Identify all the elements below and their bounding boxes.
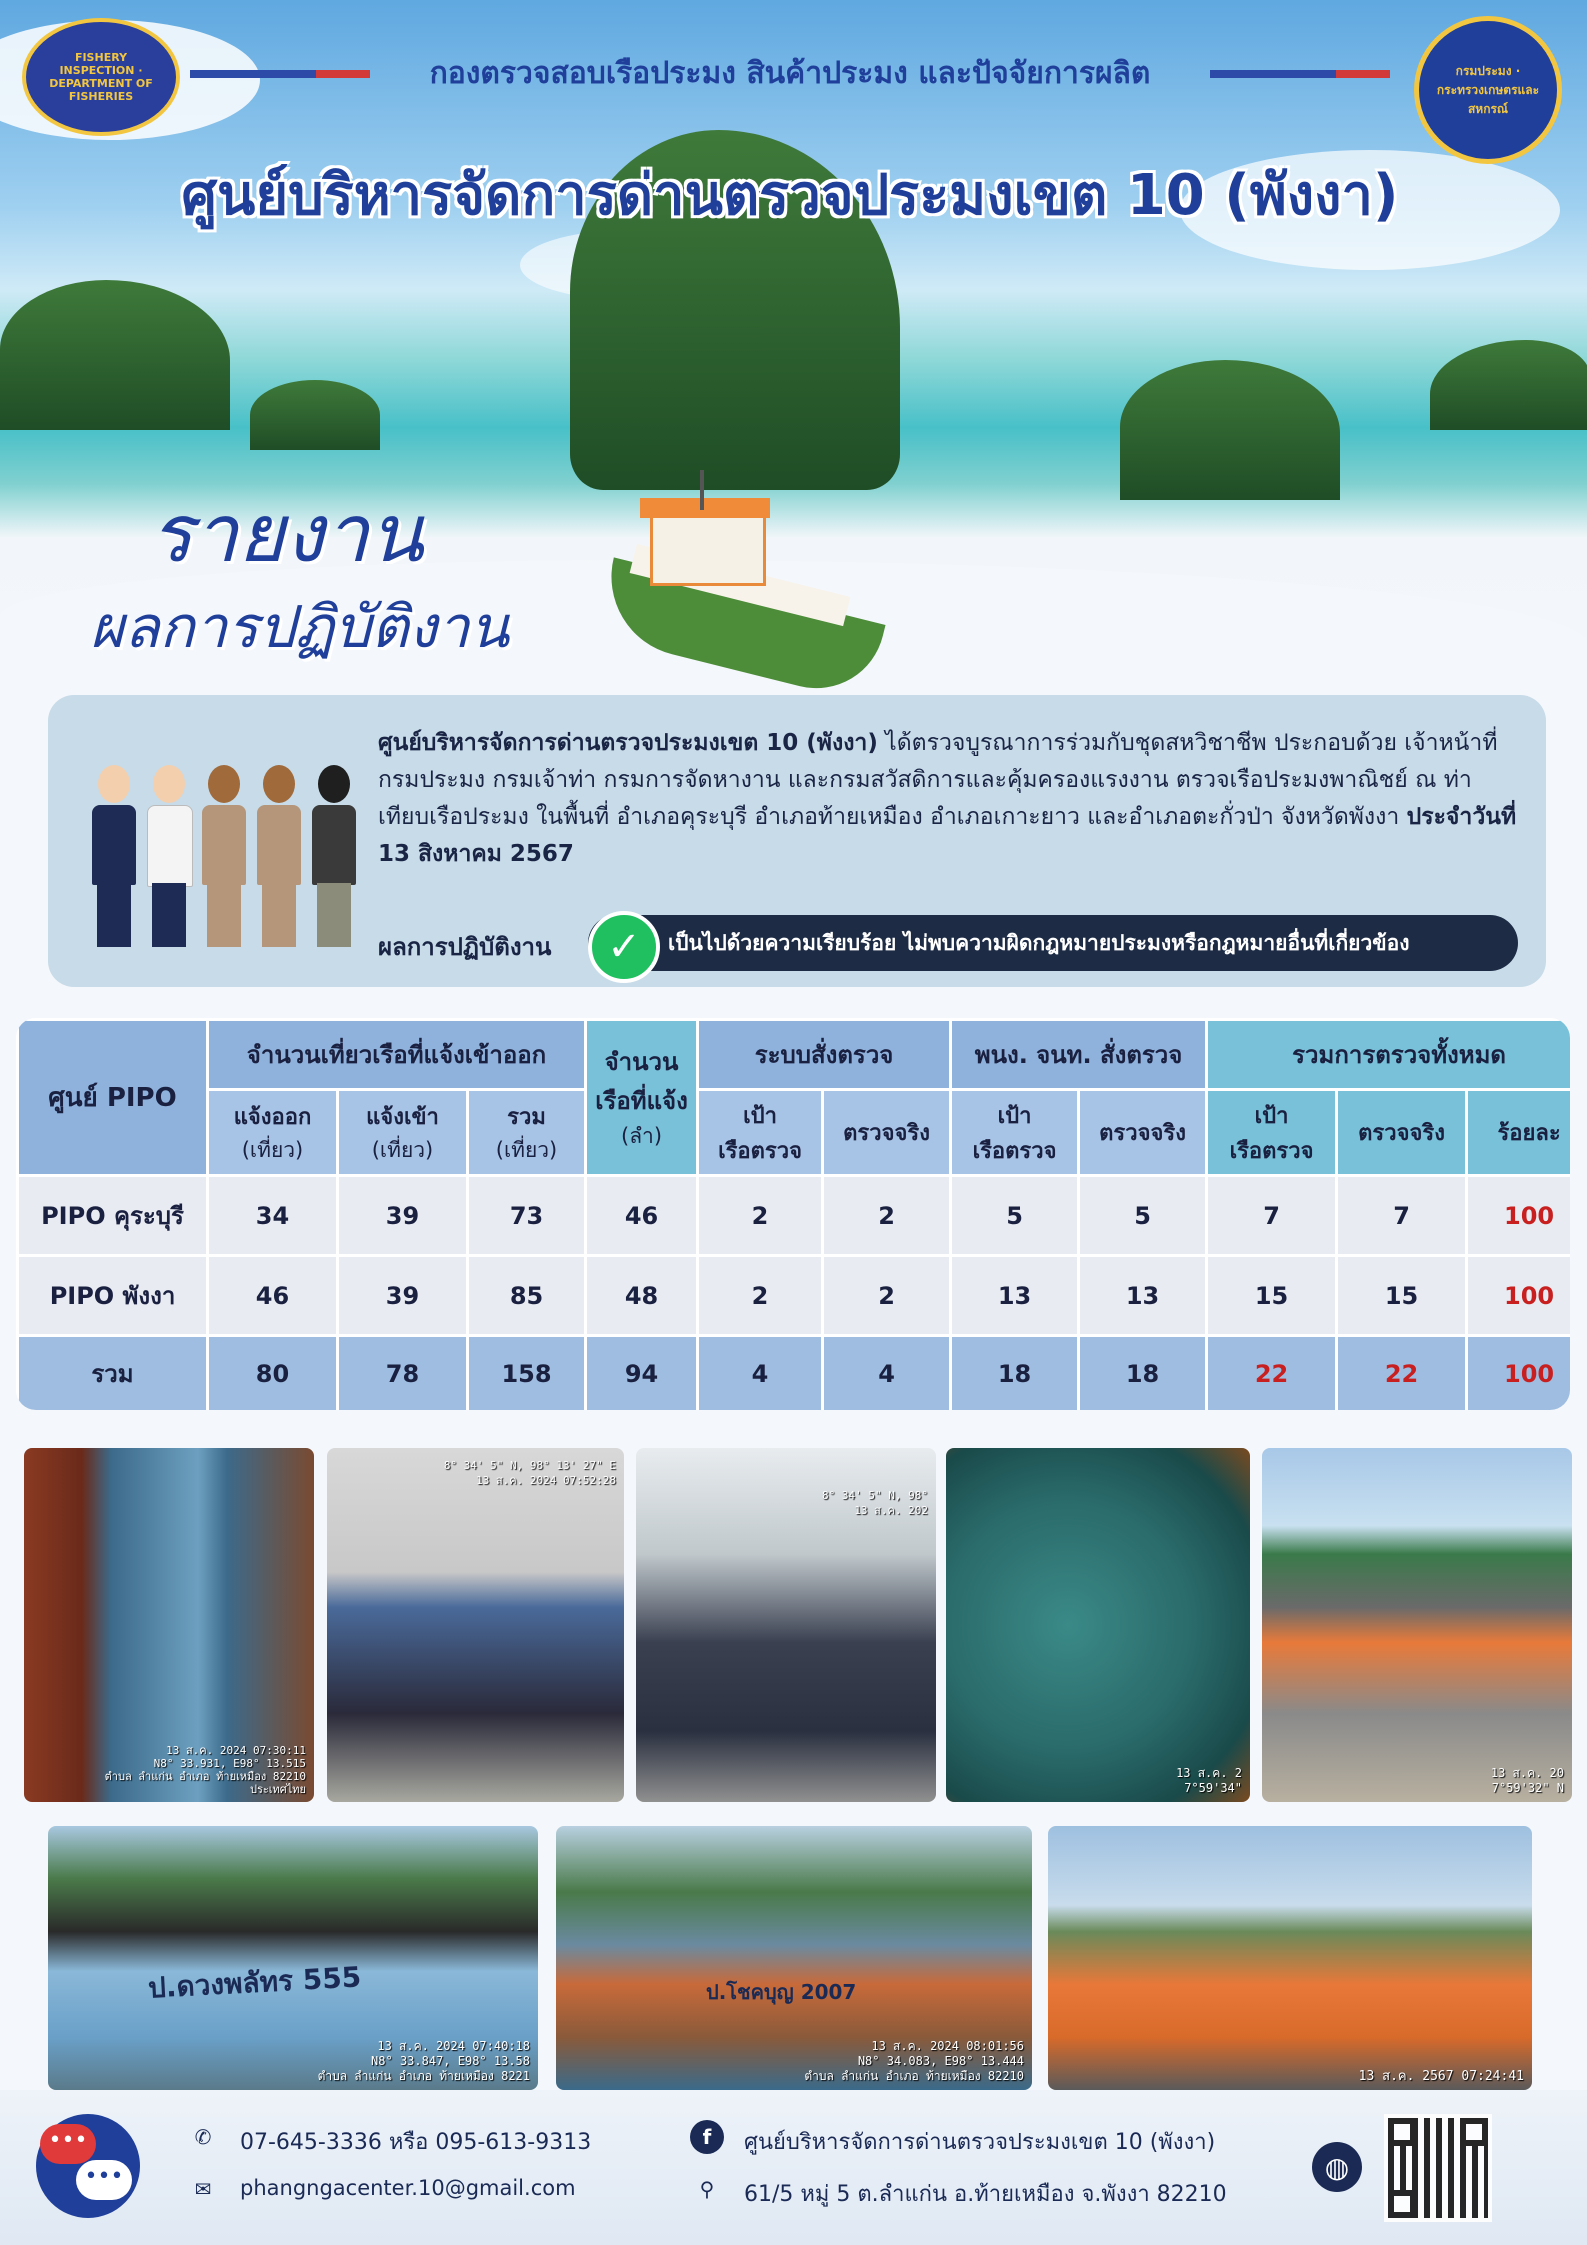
info-date: ประจำวันที่ 13 สิงหาคม 2567	[378, 804, 1517, 867]
header-off-target: เป้า เรือตรวจ	[951, 1090, 1079, 1176]
footer	[0, 2090, 1587, 2245]
total-sum: 158	[468, 1336, 586, 1411]
fishery-inspection-logo: FISHERY INSPECTION · DEPARTMENT OF FISHERIES	[22, 18, 180, 136]
header-tot-target: เป้า เรือตรวจ	[1207, 1090, 1337, 1176]
photo-timestamp: 13 ส.ค. 2024 07:40:18 N8° 33.847, E98° 13.58 ตำบล ลำแก่น อำเภอ ท้ายเหมือง 8221	[317, 2039, 530, 2083]
department-of-fisheries-seal: กรมประมง · กระทรวงเกษตรและสหกรณ์	[1414, 16, 1562, 164]
officers-illustration	[88, 705, 358, 975]
cell-tot-actual: 7	[1337, 1176, 1467, 1256]
fishing-boat-illustration	[590, 470, 890, 690]
total-tot-actual: 22	[1337, 1336, 1467, 1411]
table-row	[18, 1256, 1571, 1336]
cell-sys-target: 2	[698, 1176, 823, 1256]
header-total: รวมการตรวจทั้งหมด	[1207, 1020, 1570, 1090]
photo-timestamp: 13 ส.ค. 2567 07:24:41	[1358, 2069, 1524, 2084]
inspection-summary-table	[16, 1018, 1570, 1410]
total-percent: 100	[1467, 1336, 1570, 1411]
header-off-actual: ตรวจจริง	[1079, 1090, 1207, 1176]
island-left	[0, 280, 230, 430]
photo-fish-baskets	[24, 1448, 314, 1802]
info-panel	[48, 695, 1546, 987]
row-name: PIPO พังงา	[18, 1256, 208, 1336]
info-paragraph	[378, 725, 1518, 873]
cell-out: 34	[208, 1176, 338, 1256]
info-body: ได้ตรวจบูรณาการร่วมกับชุดสหวิชาชีพ ประกอบด้วย เจ้าหน้าที่กรมประมง กรมเจ้าท่า กรมการจัดหางาน และกรมสวัสดิการและคุ้มครองแรงงาน ตรวจเรือประมงพาณิชย์ ณ ท่าเทียบเรือประมง ในพื้นที่ อำเภอคุระบุรี อำเภอท้ายเหมือง อำเภอเกาะยาว และอำเภอตะกั่วป่า จังหวัดพังงา	[378, 730, 1498, 830]
photo-boat-2007	[556, 1826, 1032, 2090]
facebook-icon: f	[690, 2120, 724, 2154]
photo-document-check	[636, 1448, 936, 1802]
photo-crew-lineup	[1262, 1448, 1572, 1802]
header-out: แจ้งออก (เที่ยว)	[208, 1090, 338, 1176]
total-sys-target: 4	[698, 1336, 823, 1411]
cell-out: 46	[208, 1256, 338, 1336]
header-center: ศูนย์ PIPO	[18, 1020, 208, 1176]
header-percent: ร้อยละ	[1467, 1090, 1570, 1176]
total-boats: 94	[586, 1336, 698, 1411]
cell-boats: 48	[586, 1256, 698, 1336]
row-name: PIPO คุระบุรี	[18, 1176, 208, 1256]
footer-address: 61/5 หมู่ 5 ต.ลำแก่น อ.ท้ายเหมือง จ.พังงา 82210	[744, 2182, 1227, 2207]
footer-email: phangngacenter.10@gmail.com	[240, 2176, 576, 2200]
cell-in: 39	[338, 1176, 468, 1256]
result-text: เป็นไปด้วยความเรียบร้อย ไม่พบความผิดกฎหมายประมงหรือกฎหมายอื่นที่เกี่ยวข้อง	[668, 931, 1410, 955]
total-label: รวม	[18, 1336, 208, 1411]
photo-crew-life-jackets	[1048, 1826, 1532, 2090]
cell-sys-actual: 2	[823, 1176, 951, 1256]
info-lead: ศูนย์บริหารจัดการด่านตรวจประมงเขต 10 (พังงา)	[378, 730, 878, 756]
photo-officers-pier	[327, 1448, 624, 1802]
cell-sys-actual: 2	[823, 1256, 951, 1336]
header-system: ระบบสั่งตรวจ	[698, 1020, 951, 1090]
footer-phone: 07-645-3336 หรือ 095-613-9313	[240, 2130, 592, 2155]
chat-icon: ••• •••	[36, 2114, 140, 2218]
cell-sum: 73	[468, 1176, 586, 1256]
cell-tot-actual: 15	[1337, 1256, 1467, 1336]
header-sys-target: เป้า เรือตรวจ	[698, 1090, 823, 1176]
cell-off-target: 13	[951, 1256, 1079, 1336]
cell-tot-target: 7	[1207, 1176, 1337, 1256]
page-title: ศูนย์บริหารจัดการด่านตรวจประมงเขต 10 (พังงา)	[181, 163, 1399, 228]
header-trips: จำนวนเที่ยวเรือที่แจ้งเข้าออก	[208, 1020, 586, 1090]
report-subtitle: ผลการปฏิบัติงาน	[90, 593, 510, 661]
org-title: กองตรวจสอบเรือประมง สินค้าประมง และปัจจัยการผลิต	[429, 56, 1151, 91]
photo-fishing-nets	[946, 1448, 1250, 1802]
header-boats: จำนวน เรือที่แจ้ง (ลำ)	[586, 1020, 698, 1176]
photo-timestamp: 13 ส.ค. 2024 07:30:11 N8° 33.931, E98° 13.515 ตำบล ลำแก่น อำเภอ ท้ายเหมือง 82210 ประเทศไทย	[104, 1744, 306, 1796]
result-label: ผลการปฏิบัติงาน	[378, 933, 552, 961]
photo-timestamp: 8° 34' 5" N, 98° 13 ส.ค. 202	[822, 1489, 928, 1517]
cell-off-actual: 5	[1079, 1176, 1207, 1256]
cell-boats: 46	[586, 1176, 698, 1256]
photo-boat-555	[48, 1826, 538, 2090]
island-right	[1120, 360, 1340, 500]
footer-facebook: ศูนย์บริหารจัดการด่านตรวจประมงเขต 10 (พังงา)	[744, 2130, 1216, 2155]
header-tot-actual: ตรวจจริง	[1337, 1090, 1467, 1176]
table-row	[18, 1176, 1571, 1256]
total-off-actual: 18	[1079, 1336, 1207, 1411]
location-pin-icon: ⚲	[699, 2177, 715, 2201]
header-in: แจ้งเข้า (เที่ยว)	[338, 1090, 468, 1176]
globe-icon: ◍	[1312, 2142, 1362, 2192]
header-officer: พนง. จนท. สั่งตรวจ	[951, 1020, 1207, 1090]
cell-off-actual: 13	[1079, 1256, 1207, 1336]
photo-timestamp: 13 ส.ค. 20 7°59'32" N	[1490, 1766, 1564, 1795]
photo-timestamp: 13 ส.ค. 2 7°59'34"	[1176, 1766, 1242, 1795]
qr-code	[1384, 2114, 1492, 2222]
photo-timestamp: 8° 34' 5" N, 98° 13' 27" E 13 ส.ค. 2024 07:52:28	[443, 1459, 616, 1487]
cell-tot-target: 15	[1207, 1256, 1337, 1336]
cell-sum: 85	[468, 1256, 586, 1336]
report-title: รายงาน	[150, 487, 424, 580]
cell-percent: 100	[1467, 1176, 1570, 1256]
check-icon: ✓	[588, 911, 660, 983]
hero-banner	[0, 0, 1587, 690]
island-far-right	[1430, 340, 1587, 430]
header-sum: รวม (เที่ยว)	[468, 1090, 586, 1176]
photo-timestamp: 13 ส.ค. 2024 08:01:56 N8° 34.083, E98° 13.444 ตำบล ลำแก่น อำเภอ ท้ายเหมือง 82210	[804, 2039, 1024, 2083]
island-small	[250, 380, 380, 450]
boat-name: ป.ดวงพลัทร 555	[147, 1960, 362, 2005]
total-out: 80	[208, 1336, 338, 1411]
cell-sys-target: 2	[698, 1256, 823, 1336]
total-sys-actual: 4	[823, 1336, 951, 1411]
total-off-target: 18	[951, 1336, 1079, 1411]
cell-off-target: 5	[951, 1176, 1079, 1256]
cell-percent: 100	[1467, 1256, 1570, 1336]
phone-icon: ✆	[194, 2125, 212, 2149]
boat-name: ป.โชคบุญ 2007	[706, 1980, 857, 2004]
cell-in: 39	[338, 1256, 468, 1336]
email-icon: ✉	[194, 2177, 212, 2201]
header-sys-actual: ตรวจจริง	[823, 1090, 951, 1176]
total-tot-target: 22	[1207, 1336, 1337, 1411]
table-total-row	[18, 1336, 1571, 1411]
total-in: 78	[338, 1336, 468, 1411]
